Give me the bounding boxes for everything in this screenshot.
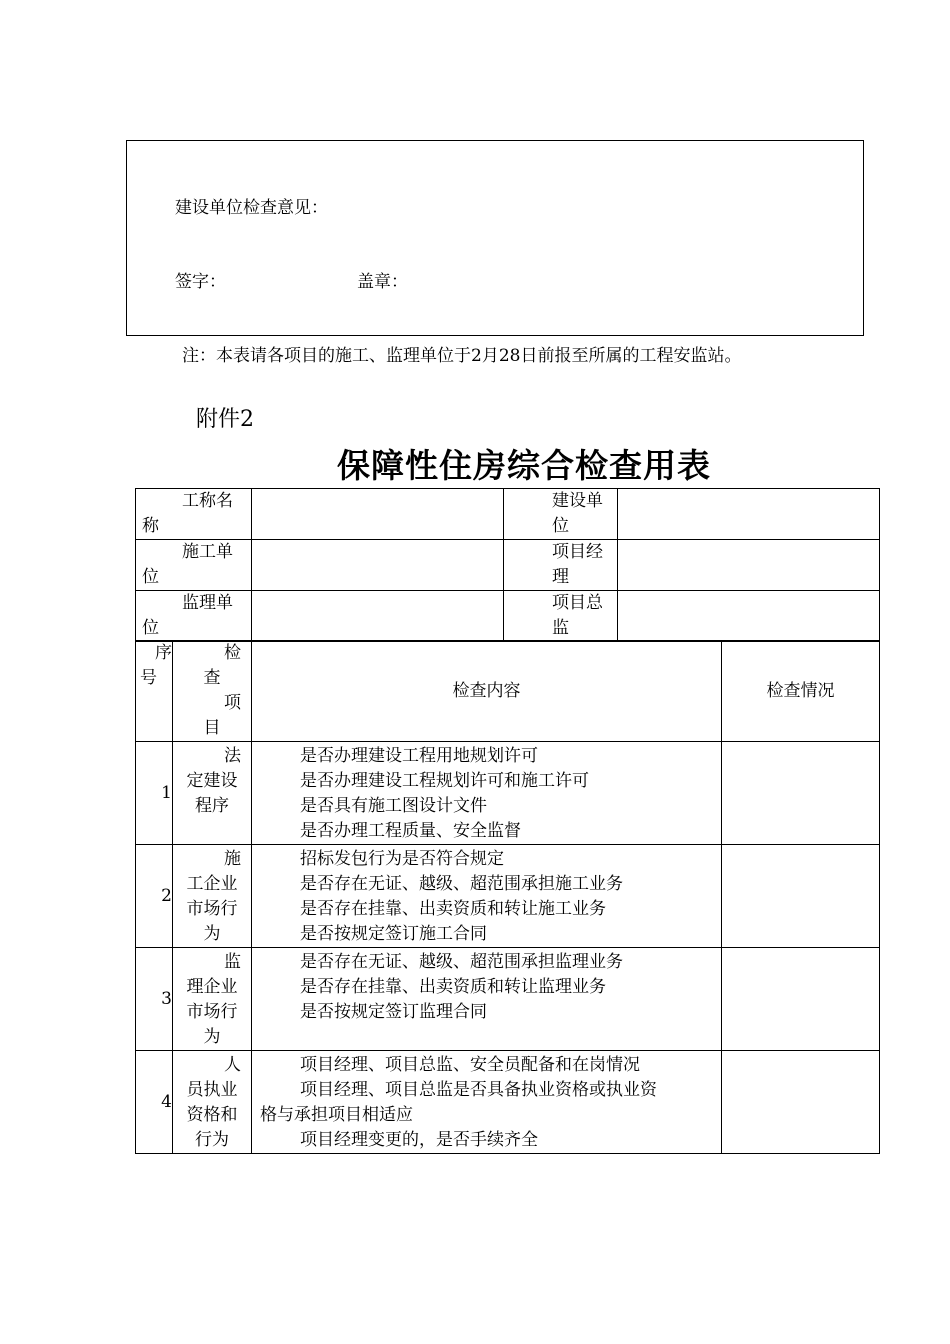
- supervision-unit-field[interactable]: [252, 591, 504, 642]
- chief-supervisor-field[interactable]: [618, 591, 880, 642]
- opinion-box: [126, 140, 864, 336]
- row-item: 法 定建设 程序: [173, 742, 252, 845]
- chief-supervisor-label: 项目总 监: [504, 591, 618, 642]
- row-number: 3: [136, 948, 173, 1051]
- header-number: 序 号: [136, 641, 173, 742]
- sign-label: 签字：: [175, 272, 226, 292]
- info-table: [135, 488, 880, 642]
- row-content: 是否办理建设工程用地规划许可 是否办理建设工程规划许可和施工许可 是否具有施工图设计文件 是否办理工程质量、安全监督: [252, 742, 722, 845]
- inspection-header-row: [136, 641, 880, 742]
- form-note: 注：本表请各项目的施工、监理单位于2月28日前报至所属的工程安监站。: [182, 346, 742, 366]
- row-status-field[interactable]: [722, 845, 880, 948]
- project-name-label: 工称名 称: [136, 489, 252, 540]
- inspection-table: [135, 640, 880, 1154]
- row-item: 人 员执业 资格和 行为: [173, 1051, 252, 1154]
- table-row: [136, 742, 880, 845]
- construction-unit-field[interactable]: [252, 540, 504, 591]
- construction-unit-label: 施工单 位: [136, 540, 252, 591]
- table-row: [136, 1051, 880, 1154]
- header-item: 检 查 项 目: [173, 641, 252, 742]
- builder-field[interactable]: [618, 489, 880, 540]
- project-manager-field[interactable]: [618, 540, 880, 591]
- row-content: 招标发包行为是否符合规定 是否存在无证、越级、超范围承担施工业务 是否存在挂靠、出卖资质和转让施工业务 是否按规定签订施工合同: [252, 845, 722, 948]
- form-title: 保障性住房综合检查用表: [337, 446, 711, 485]
- row-status-field[interactable]: [722, 742, 880, 845]
- row-item: 监 理企业 市场行 为: [173, 948, 252, 1051]
- project-name-field[interactable]: [252, 489, 504, 540]
- table-row: [136, 948, 880, 1051]
- opinion-label: 建设单位检查意见：: [175, 198, 328, 218]
- row-status-field[interactable]: [722, 948, 880, 1051]
- row-number: 4: [136, 1051, 173, 1154]
- row-number: 2: [136, 845, 173, 948]
- annex-label: 附件2: [196, 407, 254, 432]
- row-content: 是否存在无证、越级、超范围承担监理业务 是否存在挂靠、出卖资质和转让监理业务 是否按规定签订监理合同: [252, 948, 722, 1051]
- supervision-unit-label: 监理单 位: [136, 591, 252, 642]
- info-row-supervision: [136, 591, 880, 642]
- row-number: 1: [136, 742, 173, 845]
- info-row-project: [136, 489, 880, 540]
- table-row: [136, 845, 880, 948]
- header-status: 检查情况: [722, 641, 880, 742]
- info-row-construction: [136, 540, 880, 591]
- seal-label: 盖章：: [357, 272, 408, 292]
- builder-label: 建设单 位: [504, 489, 618, 540]
- row-content: 项目经理、项目总监、安全员配备和在岗情况 项目经理、项目总监是否具备执业资格或执业资 格与承担项目相适应 项目经理变更的，是否手续齐全: [252, 1051, 722, 1154]
- row-item: 施 工企业 市场行 为: [173, 845, 252, 948]
- header-content: 检查内容: [252, 641, 722, 742]
- project-manager-label: 项目经 理: [504, 540, 618, 591]
- row-status-field[interactable]: [722, 1051, 880, 1154]
